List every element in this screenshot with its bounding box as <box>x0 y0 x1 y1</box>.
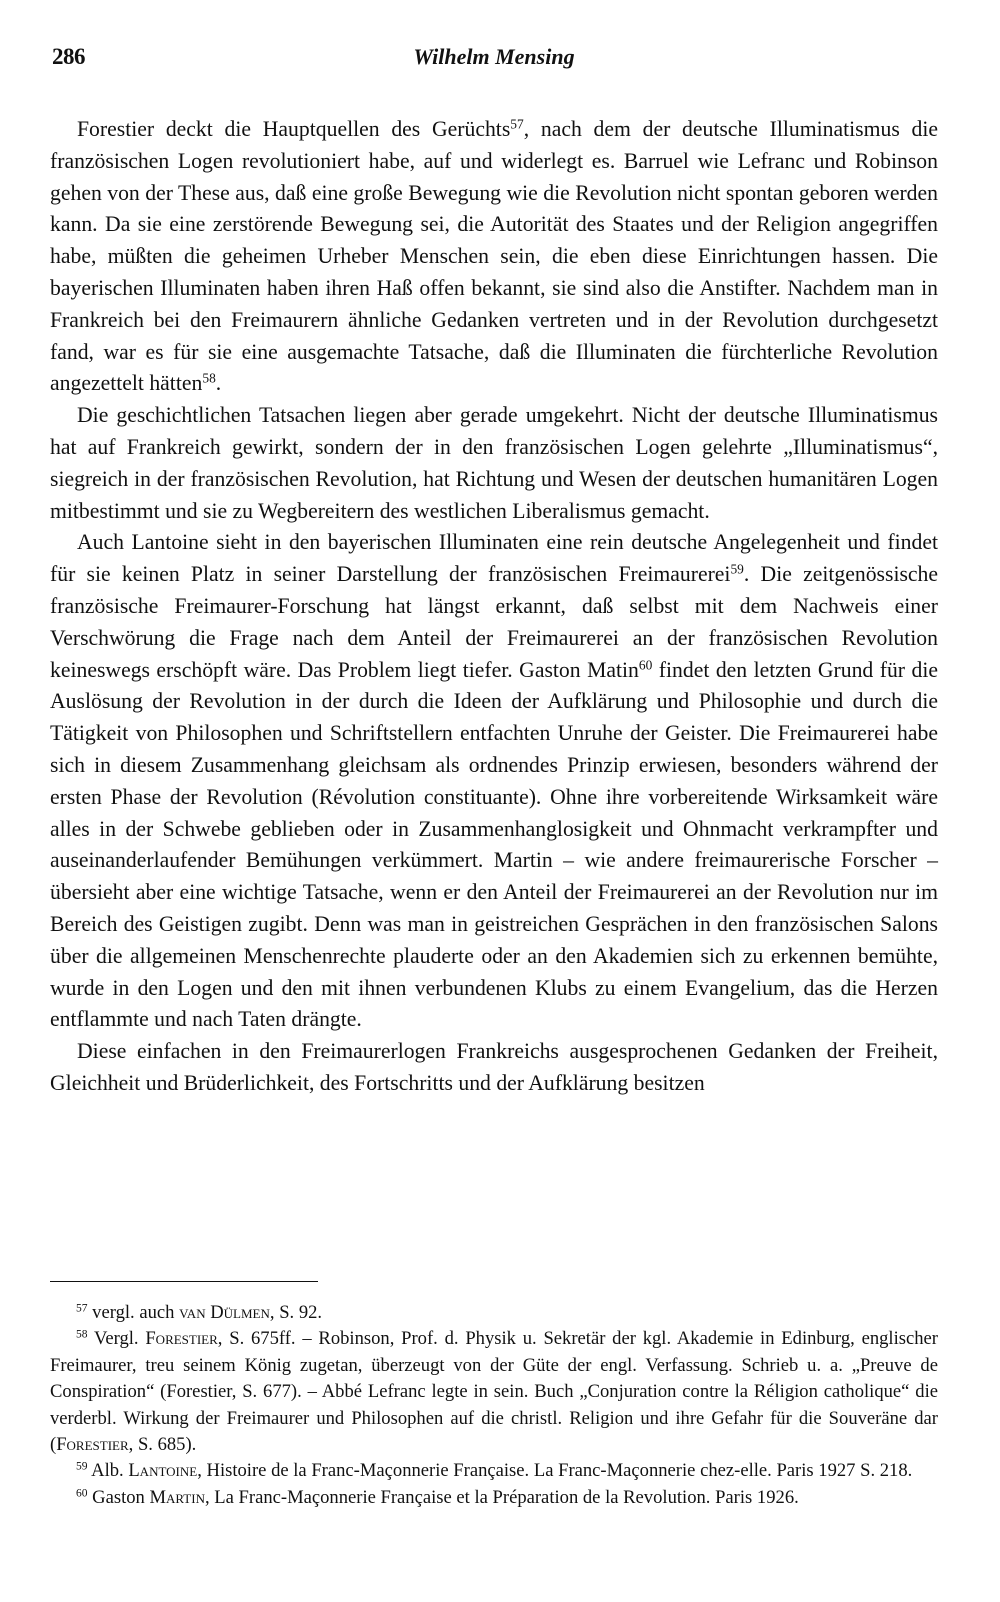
paragraph <box>50 527 938 1036</box>
paragraph: Die geschichtlichen Tatsachen liegen aber gerade umgekehrt. Nicht der deutsche Illuminatismus hat auf Frankreich gewirkt, sondern der in den französischen Logen gelehrte „Illuminatismus“, siegreich in der französischen Revolution, hat Richtung und Wesen der deutschen humanitären Logen mitbestimmt und sie zu Wegbereitern des westlichen Liberalismus gemacht. <box>50 403 938 523</box>
footnote <box>50 1458 938 1484</box>
footnote <box>50 1300 938 1326</box>
footnote-ref: 59 <box>730 561 744 577</box>
text-span: Auch Lantoine sieht in den bayerischen Illuminaten eine rein deutsche Angelegenheit und findet für sie keinen Platz in seiner Darstellung der französischen Freimaurerei <box>50 530 938 587</box>
footnote-ref: 60 <box>638 657 653 673</box>
text-span: , Histoire de la Franc-Maçonnerie Française. La Franc-Maçonnerie chez-elle. Paris 1927 S. 218. <box>197 1460 913 1482</box>
text-span: , S. 675ff. – Robinson, Prof. d. Physik u. Sekretär der kgl. Akademie in Edinburg, englischer Freimaurer, treu seinem König zugetan, überzeugt von der Güte der engl. Verfassung. Schrieb u. a. „Preuve de Conspiration“ (Forestier, S. 677). – Abbé Lefranc legte in sein. Buch „Conjuration contre la Réligion catholique“ die verderbl. Wirkung der Freimaurer und Philosophen auf die christl. Religion und ihre Gefahr für die Souveräne dar ( <box>50 1328 938 1456</box>
text-span: Forestier deckt die Hauptquellen des Gerüchts <box>77 117 511 141</box>
paragraph: Diese einfachen in den Freimaurerlogen Frankreichs ausgesprochenen Gedanken der Freiheit, Gleichheit und Brüderlichkeit, des Fortschritts und der Aufklärung besitzen <box>50 1039 938 1095</box>
text-span: , nach dem der deutsche Illuminatismus die französischen Logen revolutioniert habe, auf und widerlegt es. Barruel wie Lefranc und Robinson gehen von der These aus, daß eine große Bewegung wie die Revolution nicht spontan geboren werden kann. Da sie eine zerstörende Bewegung sei, die Autorität des Staates und der Religion angegriffen habe, müßten die geheimen Urheber Menschen sein, die eben diese Einrichtungen hassen. Die bayerischen Illuminaten haben ihren Haß offen bekannt, sie sind also die Anstifter. Nachdem man in Frankreich bei den Freimaurern ähnliche Gedanken vertreten und in der Revolution durchgesetzt fand, war es für sie eine ausgemachte Tatsache, daß die Illuminaten die fürchterliche Revolution angezettelt hätten <box>50 117 938 396</box>
footnote <box>50 1326 938 1458</box>
author-name: Lantoine <box>128 1460 198 1482</box>
text-span: . <box>215 371 222 396</box>
footnotes <box>50 1300 938 1511</box>
text-span: Vergl. <box>93 1328 146 1350</box>
author-name: Martin <box>149 1486 205 1508</box>
footnote-number: 57 <box>76 1302 88 1315</box>
page-number: 286 <box>52 44 85 69</box>
page-header <box>52 44 936 78</box>
text-span: , S. 685). <box>128 1434 197 1456</box>
footnote-divider <box>50 1281 318 1282</box>
text-span: findet den letzten Grund für die Auslösung der Revolution in der durch die Ideen der Aufklärung und Philosophie und durch die Tätigkeit von Philosophen und Schriftstellern entfachten Unruhe der Geister. Die Freimaurerei habe sich in diesem Zusammenhang gleichsam als ordnendes Prinzip erwiesen, besonders während der ersten Phase der Revolution (Révolution constituante). Ohne ihre vorbereitende Wirksamkeit wäre alles in der Schwebe geblieben oder in Zusammenhanglosigkeit und Ohnmacht verkrampfter und auseinanderlaufender Bemühungen verkümmert. Martin – wie andere freimaurerische Forscher – übersieht aber eine wichtige Tatsache, wenn er den Anteil der Freimaurerei an der Revolution nur im Bereich des Geistigen zugibt. Denn was man in geistreichen Gesprächen in den französischen Salons über die allgemeinen Menschenrechte plauderte oder an den Akademien sich zu erkennen bemühte, wurde in den Logen und den mit ihnen verbundenen Klubs zu einem Evangelium, das die Herzen entflammte und nach Taten drängte. <box>50 657 938 1032</box>
footnote-number: 58 <box>76 1329 88 1342</box>
author-name: van Dülmen <box>179 1302 270 1323</box>
main-text <box>50 114 938 1100</box>
footnote-ref: 57 <box>510 116 524 132</box>
running-title: Wilhelm Mensing <box>413 44 575 69</box>
text-span: , La Franc-Maçonnerie Française et la Préparation de la Revolution. Paris 1926. <box>204 1486 799 1508</box>
text-span: vergl. auch <box>92 1302 180 1323</box>
text-span: . Die zeitgenössische französische Freimaurer-Forschung hat längst erkannt, daß selbst mit dem Nachweis einer Verschwörung die Frage nach dem Anteil der Freimaurerei an der französischen Revolution keineswegs erschöpft wäre. Das Problem liegt tiefer. Gaston Matin <box>50 562 939 682</box>
text-span: Gaston <box>92 1486 150 1508</box>
footnote-number: 59 <box>76 1461 88 1474</box>
author-name: Forestier <box>56 1434 129 1456</box>
footnote-number: 60 <box>76 1487 88 1500</box>
footnote-ref: 58 <box>202 370 216 386</box>
footnote <box>50 1485 938 1511</box>
paragraph <box>50 114 938 400</box>
author-name: Forestier <box>145 1328 218 1350</box>
text-span: , S. 92. <box>269 1302 323 1323</box>
text-span: Alb. <box>91 1460 129 1482</box>
